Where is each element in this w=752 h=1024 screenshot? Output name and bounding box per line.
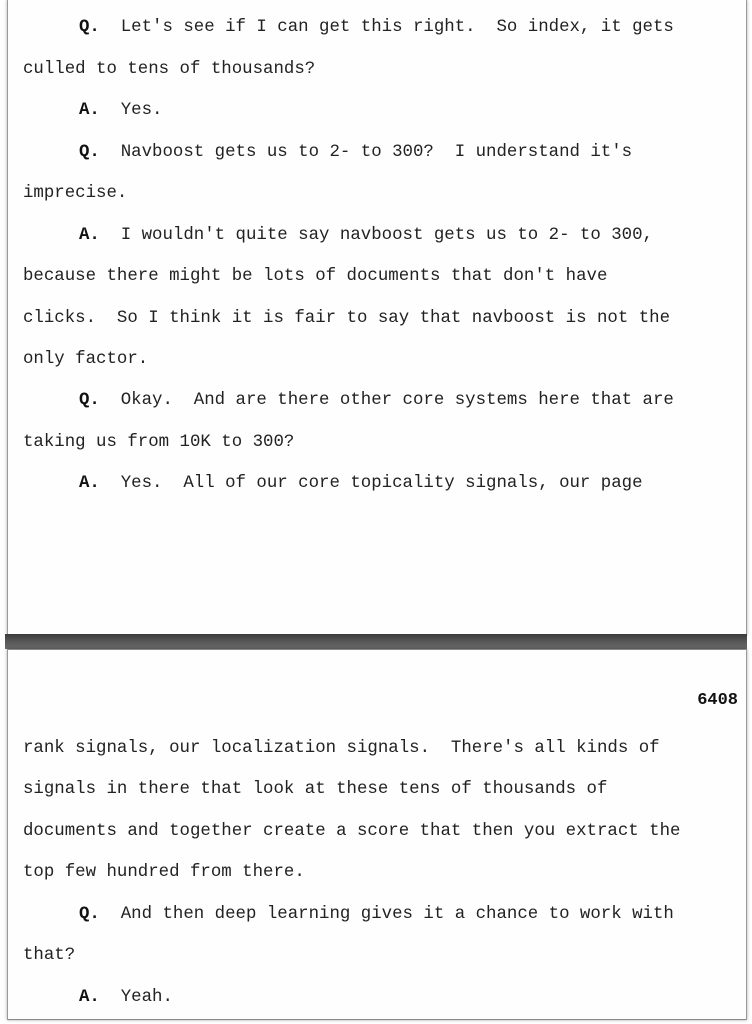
speaker-label: A.	[79, 226, 100, 245]
transcript-line	[79, 18, 674, 38]
transcript-line	[23, 60, 315, 80]
speaker-label: Q.	[79, 905, 100, 924]
transcript-line	[23, 350, 148, 370]
page-number: 6408	[697, 691, 738, 710]
line-text: I wouldn't quite say navboost gets us to 2- to 300,	[99, 226, 653, 245]
transcript-page-bottom	[7, 649, 747, 1020]
transcript-line	[79, 988, 173, 1008]
transcript-line	[79, 474, 643, 494]
line-text: that?	[23, 946, 76, 965]
transcript-line	[79, 143, 632, 163]
speaker-label: A.	[79, 101, 100, 120]
speaker-label: Q.	[79, 18, 100, 37]
line-text: Let's see if I can get this right. So index, it gets	[99, 18, 674, 37]
line-text: imprecise.	[23, 184, 128, 203]
transcript-line	[23, 739, 660, 759]
line-text: signals in there that look at these tens of thousands of	[23, 780, 608, 799]
speaker-label: Q.	[79, 391, 100, 410]
transcript-line	[23, 433, 294, 453]
line-text: culled to tens of thousands?	[23, 60, 316, 79]
line-text: Navboost gets us to 2- to 300? I understand it's	[99, 143, 633, 162]
transcript-page-top	[7, 0, 747, 635]
line-text: taking us from 10K to 300?	[23, 433, 295, 452]
transcript-line	[23, 184, 127, 204]
transcript-line	[23, 863, 305, 883]
speaker-label: A.	[79, 988, 100, 1007]
speaker-label: Q.	[79, 143, 100, 162]
line-text: Yes.	[99, 101, 163, 120]
speaker-label: A.	[79, 474, 100, 493]
transcript-line	[79, 101, 163, 121]
transcript-line	[23, 946, 75, 966]
line-text: documents and together create a score that then you extract the	[23, 822, 681, 841]
transcript-line	[23, 267, 607, 287]
transcript-line	[79, 391, 674, 411]
line-text: rank signals, our localization signals. There's all kinds of	[23, 739, 660, 758]
transcript-line	[79, 905, 674, 925]
transcript-line	[23, 309, 670, 329]
transcript-line	[79, 226, 653, 246]
line-text: only factor.	[23, 350, 149, 369]
line-text: Yes. All of our core topicality signals, our page	[99, 474, 643, 493]
line-text: Okay. And are there other core systems here that are	[99, 391, 674, 410]
transcript-line	[23, 822, 680, 842]
line-text: Yeah.	[99, 988, 173, 1007]
line-text: top few hundred from there.	[23, 863, 305, 882]
transcript-line	[23, 780, 607, 800]
page-break-divider	[5, 634, 747, 649]
line-text: because there might be lots of documents that don't have	[23, 267, 608, 286]
line-text: And then deep learning gives it a chance to work with	[99, 905, 674, 924]
line-text: clicks. So I think it is fair to say that navboost is not the	[23, 309, 671, 328]
